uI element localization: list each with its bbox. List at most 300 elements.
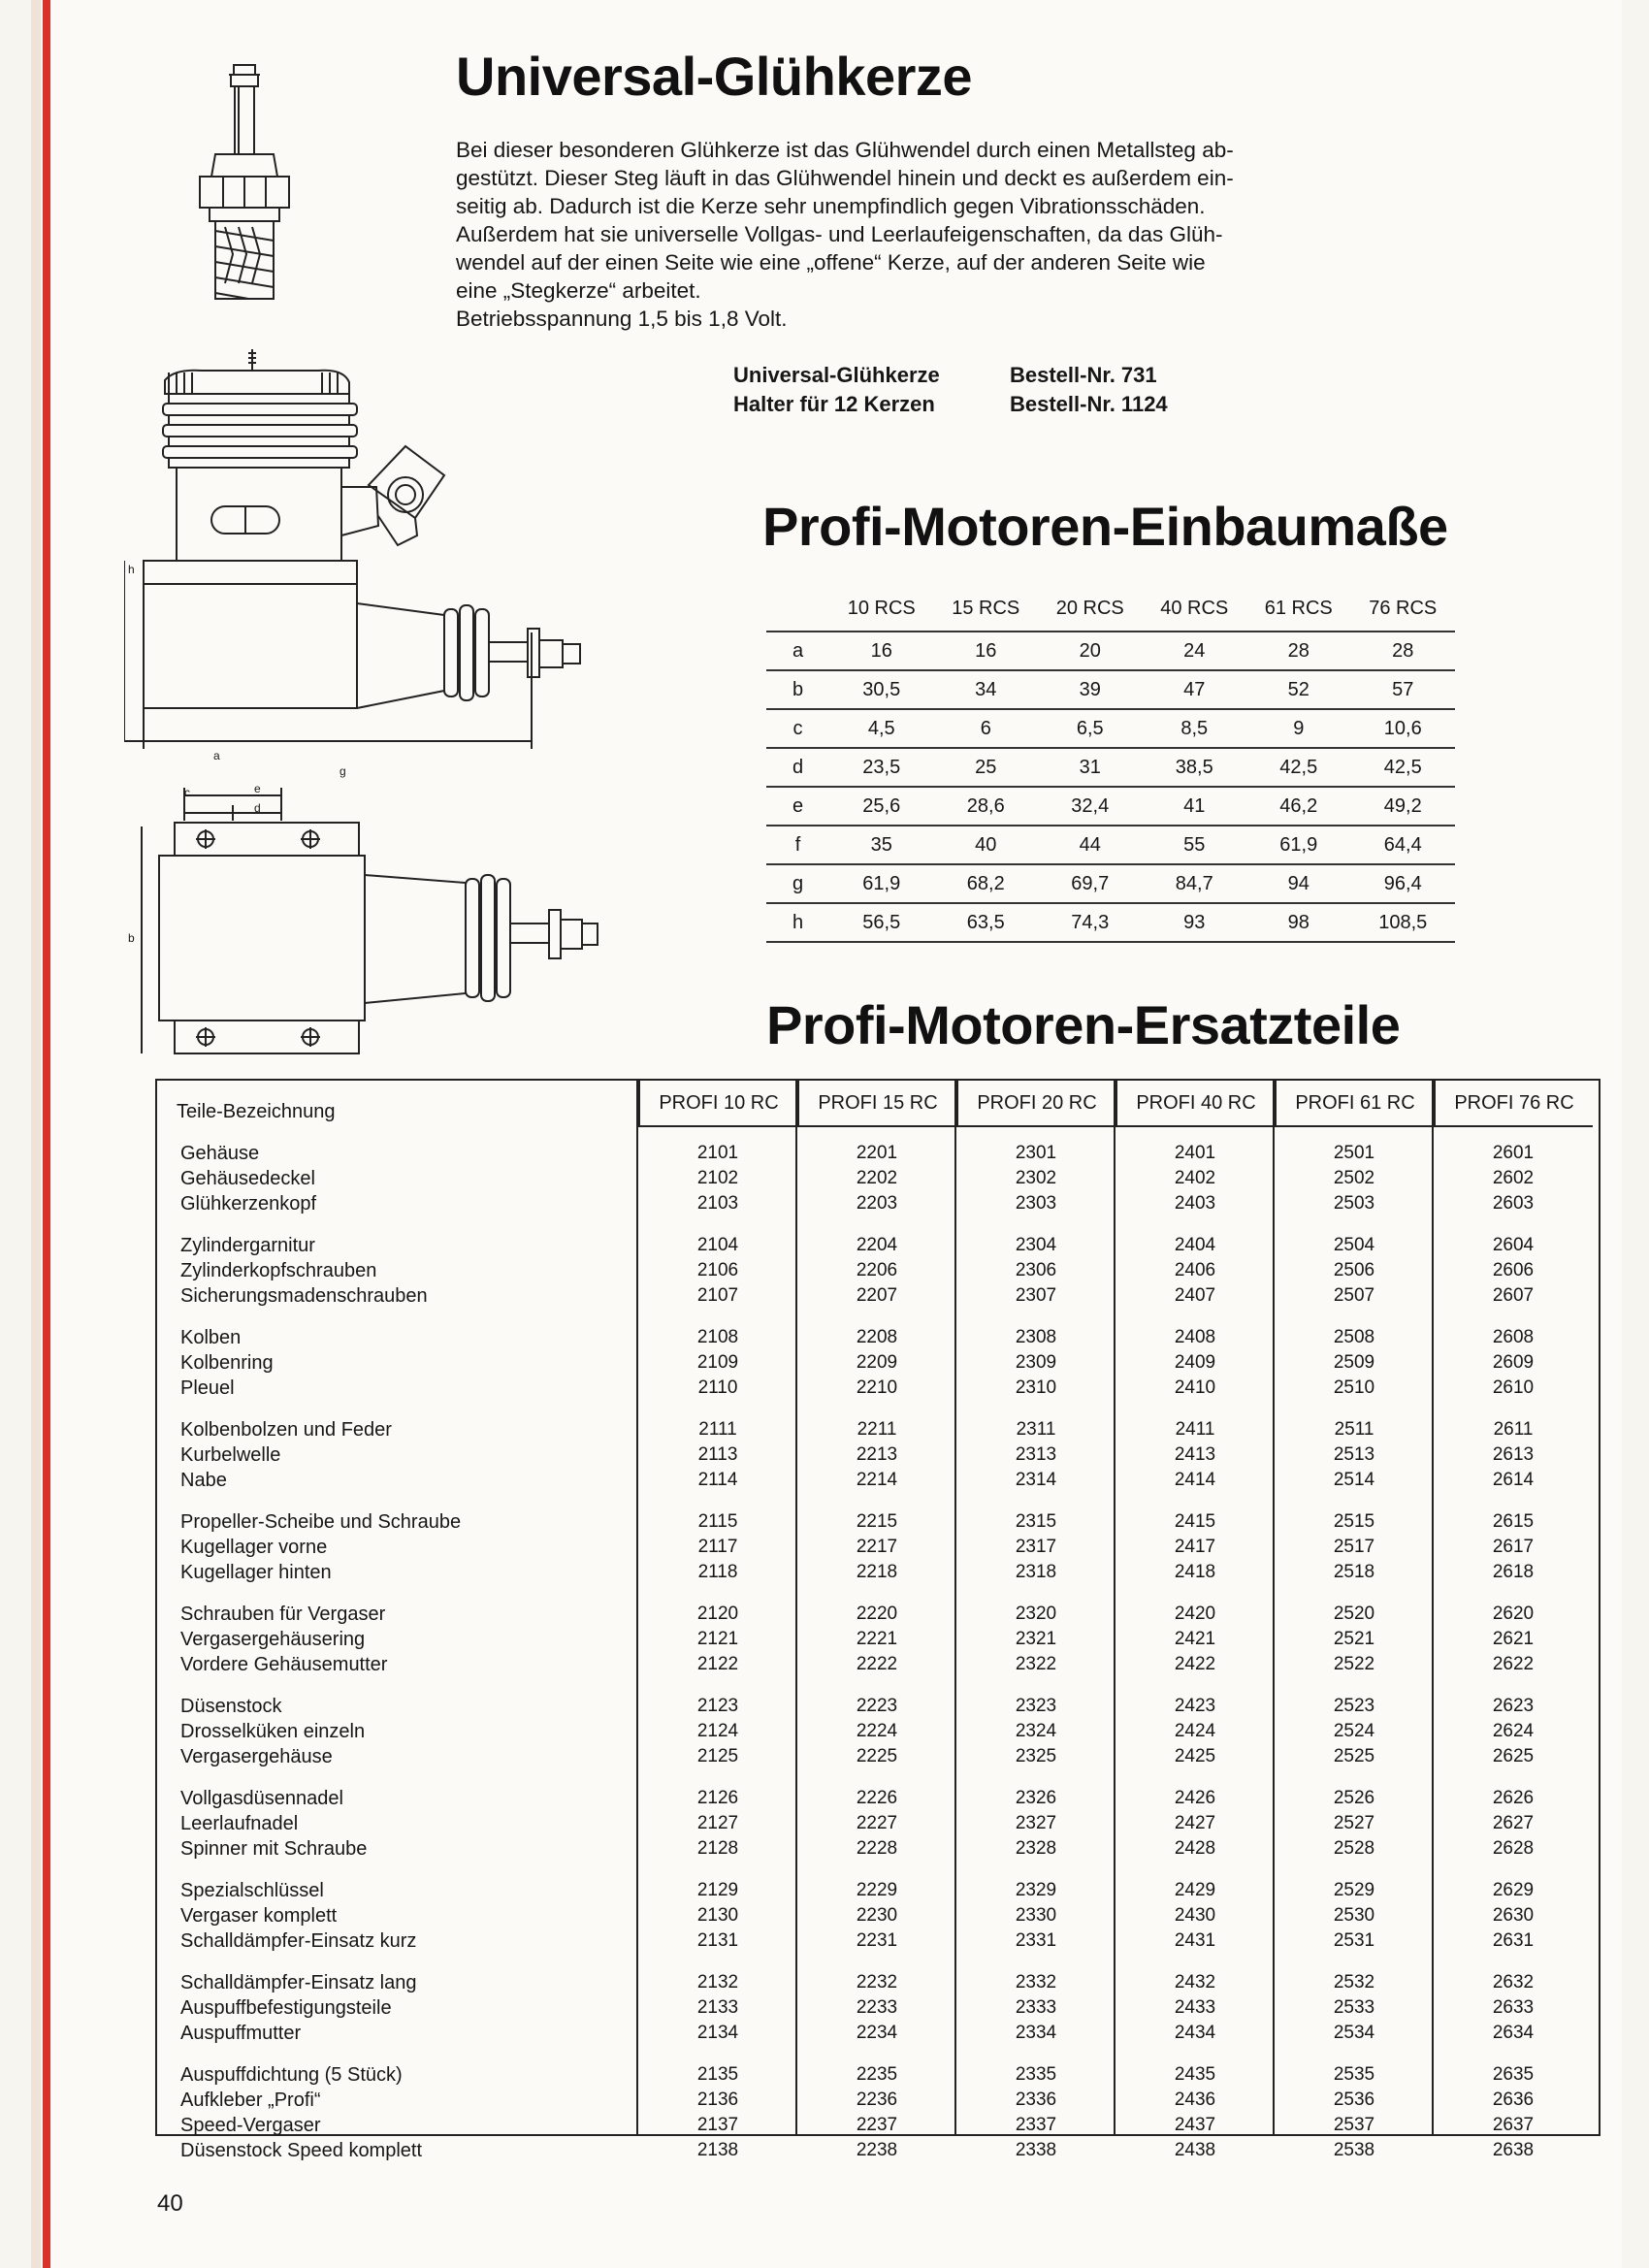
part-number: 2331 [1015, 1930, 1057, 1951]
part-number: 2607 [1492, 1285, 1535, 1306]
dimension-value: 20 [1038, 632, 1143, 670]
parts-group [157, 1325, 1599, 1401]
dimension-value: 35 [829, 826, 934, 864]
part-number: 2411 [1175, 1419, 1215, 1440]
part-number: 2614 [1492, 1470, 1535, 1490]
part-number: 2117 [697, 1537, 738, 1557]
part-number: 2128 [696, 1838, 739, 1859]
parts-group [157, 1602, 1599, 1677]
dimensions-col-header: 61 RCS [1246, 586, 1351, 632]
order-item-name: Universal-Glühkerze [733, 363, 940, 387]
part-number: 2601 [1492, 1143, 1535, 1163]
part-number-cell [1116, 1233, 1275, 1309]
part-number: 2208 [856, 1327, 898, 1347]
part-number: 2322 [1015, 1654, 1057, 1674]
part-number: 2118 [697, 1562, 738, 1582]
dimensions-row [766, 787, 1455, 826]
part-number-cell [1275, 2062, 1434, 2163]
part-number: 2603 [1492, 1193, 1535, 1214]
part-name: Vergasergehäuse [180, 1746, 333, 1767]
dimension-value: 94 [1246, 864, 1351, 903]
part-number: 2309 [1015, 1352, 1057, 1373]
part-number-cell [956, 1325, 1116, 1401]
dimension-value: 98 [1246, 903, 1351, 942]
part-number: 2417 [1174, 1537, 1216, 1557]
part-number: 2423 [1174, 1696, 1216, 1716]
part-number-cell [1434, 1786, 1593, 1862]
part-number: 2524 [1333, 1721, 1375, 1741]
dimension-value: 61,9 [1246, 826, 1351, 864]
part-number-cell [1116, 1878, 1275, 1954]
part-number: 2637 [1492, 2115, 1535, 2135]
part-number: 2636 [1492, 2090, 1535, 2110]
part-name: Spinner mit Schraube [180, 1838, 368, 1860]
part-number-cell [797, 1509, 956, 1585]
part-names [157, 1786, 638, 1862]
part-number: 2202 [856, 1168, 898, 1188]
order-row [733, 361, 1168, 390]
part-number: 2226 [856, 1788, 898, 1808]
part-number-cell [638, 1970, 797, 2046]
part-number: 2431 [1174, 1930, 1216, 1951]
part-number: 2404 [1174, 1235, 1216, 1255]
part-number: 2213 [856, 1444, 898, 1465]
part-number: 2106 [696, 1260, 739, 1280]
part-number-cell [1275, 1786, 1434, 1862]
part-number: 2125 [696, 1746, 739, 1766]
part-number: 2633 [1492, 1997, 1535, 2018]
part-number-cell [1116, 1694, 1275, 1769]
part-names [157, 1141, 638, 1216]
part-number: 2623 [1492, 1696, 1535, 1716]
part-number: 2233 [856, 1997, 898, 2018]
part-name: Düsenstock [180, 1696, 282, 1717]
part-number: 2609 [1492, 1352, 1535, 1373]
part-number: 2403 [1174, 1193, 1216, 1214]
part-number: 2120 [696, 1604, 739, 1624]
order-row [733, 390, 1168, 419]
part-number-cell [1116, 1786, 1275, 1862]
part-number: 2501 [1333, 1143, 1375, 1163]
page-gutter [31, 0, 41, 2268]
part-name: Vergaser komplett [180, 1905, 338, 1927]
part-number: 2308 [1015, 1327, 1057, 1347]
parts-group [157, 1786, 1599, 1862]
part-number: 2406 [1174, 1260, 1216, 1280]
part-number: 2234 [856, 2023, 898, 2043]
part-number: 2509 [1333, 1352, 1375, 1373]
red-binding-edge [43, 0, 50, 2268]
part-number: 2537 [1333, 2115, 1375, 2135]
part-number: 2434 [1174, 2023, 1216, 2043]
part-number-cell [956, 1878, 1116, 1954]
part-number: 2327 [1015, 1813, 1057, 1833]
dimensions-row [766, 709, 1455, 748]
part-number: 2215 [856, 1511, 898, 1532]
part-number: 2515 [1333, 1511, 1375, 1532]
part-number: 2325 [1015, 1746, 1057, 1766]
part-number-cell [638, 1233, 797, 1309]
part-number: 2336 [1015, 2090, 1057, 2110]
part-number: 2229 [856, 1880, 898, 1900]
dimension-label: d [766, 748, 829, 787]
dimension-value: 42,5 [1246, 748, 1351, 787]
dimensions-table [766, 586, 1455, 943]
part-number: 2310 [1015, 1377, 1057, 1398]
part-number: 2424 [1174, 1721, 1216, 1741]
part-number: 2122 [696, 1654, 739, 1674]
part-number: 2222 [856, 1654, 898, 1674]
part-names [157, 1878, 638, 1954]
part-number-cell [956, 1417, 1116, 1493]
dimensions-row [766, 826, 1455, 864]
part-number-cell [1434, 1417, 1593, 1493]
parts-group [157, 1970, 1599, 2046]
part-name: Pleuel [180, 1377, 235, 1399]
part-number: 2211 [857, 1419, 897, 1440]
part-number: 2302 [1015, 1168, 1057, 1188]
part-number: 2534 [1333, 2023, 1375, 2043]
part-number: 2335 [1015, 2064, 1057, 2085]
part-number-cell [1434, 1878, 1593, 1954]
part-number: 2415 [1174, 1511, 1216, 1532]
part-number: 2321 [1015, 1629, 1057, 1649]
part-number: 2111 [698, 1419, 737, 1440]
part-number: 2629 [1492, 1880, 1535, 1900]
part-number: 2615 [1492, 1511, 1535, 1532]
part-number: 2135 [696, 2064, 739, 2085]
dimension-label: f [766, 826, 829, 864]
part-number-cell [797, 1602, 956, 1677]
part-number: 2201 [856, 1143, 898, 1163]
part-number: 2214 [856, 1470, 898, 1490]
part-number: 2604 [1492, 1235, 1535, 1255]
part-number-cell [638, 1509, 797, 1585]
dimension-value: 55 [1143, 826, 1247, 864]
dimensions-row [766, 903, 1455, 942]
description-line: Außerdem hat sie universelle Vollgas- und Leerlaufeigenschaften, da das Glüh- [456, 222, 1223, 246]
part-number-cell [1116, 1325, 1275, 1401]
part-number: 2132 [696, 1972, 739, 1993]
part-number: 2627 [1492, 1813, 1535, 1833]
dimension-value: 42,5 [1351, 748, 1456, 787]
part-number: 2511 [1334, 1419, 1374, 1440]
part-number: 2101 [696, 1143, 739, 1163]
part-number: 2102 [696, 1168, 739, 1188]
part-number: 2626 [1492, 1788, 1535, 1808]
parts-group [157, 1417, 1599, 1493]
part-number: 2528 [1333, 1838, 1375, 1859]
part-name: Nabe [180, 1470, 227, 1491]
part-number: 2131 [696, 1930, 739, 1951]
part-number: 2532 [1333, 1972, 1375, 1993]
part-number: 2407 [1174, 1285, 1216, 1306]
part-number: 2318 [1015, 1562, 1057, 1582]
part-number: 2323 [1015, 1696, 1057, 1716]
part-name: Zylinderkopfschrauben [180, 1260, 377, 1281]
part-names [157, 1233, 638, 1309]
part-number: 2237 [856, 2115, 898, 2135]
part-number: 2231 [856, 1930, 898, 1951]
dim-label-a: a [213, 749, 220, 762]
part-number-cell [1434, 1509, 1593, 1585]
part-number-cell [1434, 1325, 1593, 1401]
part-number: 2138 [696, 2140, 739, 2160]
part-number: 2430 [1174, 1905, 1216, 1926]
description-line: gestützt. Dieser Steg läuft in das Glühwendel hinein und deckt es außerdem ein- [456, 166, 1234, 190]
part-name: Schrauben für Vergaser [180, 1604, 386, 1625]
part-number-cell [956, 1233, 1116, 1309]
part-number: 2506 [1333, 1260, 1375, 1280]
part-number: 2134 [696, 2023, 739, 2043]
part-number: 2313 [1015, 1444, 1057, 1465]
part-number: 2533 [1333, 1997, 1375, 2018]
parts-table [155, 1079, 1600, 2161]
part-number: 2625 [1492, 1746, 1535, 1766]
part-number: 2207 [856, 1285, 898, 1306]
dimensions-row [766, 748, 1455, 787]
part-number: 2507 [1333, 1285, 1375, 1306]
dimensions-row [766, 864, 1455, 903]
dimension-label: c [766, 709, 829, 748]
part-number: 2218 [856, 1562, 898, 1582]
part-number: 2137 [696, 2115, 739, 2135]
part-number: 2437 [1174, 2115, 1216, 2135]
part-name: Gehäuse [180, 1143, 260, 1164]
part-name: Kugellager vorne [180, 1537, 328, 1558]
part-number-cell [1434, 1602, 1593, 1677]
part-number: 2107 [696, 1285, 739, 1306]
dimension-value: 64,4 [1351, 826, 1456, 864]
part-number: 2221 [856, 1629, 898, 1649]
part-number: 2438 [1174, 2140, 1216, 2160]
part-number: 2328 [1015, 1838, 1057, 1859]
part-number-cell [1116, 1141, 1275, 1216]
dimension-label: e [766, 787, 829, 826]
part-number: 2635 [1492, 2064, 1535, 2085]
description-line: Bei dieser besonderen Glühkerze ist das Glühwendel durch einen Metallsteg ab- [456, 138, 1234, 162]
part-name: Propeller-Scheibe und Schraube [180, 1511, 462, 1533]
dimension-value: 31 [1038, 748, 1143, 787]
part-number: 2523 [1333, 1696, 1375, 1716]
part-number: 2621 [1492, 1629, 1535, 1649]
part-number-cell [1275, 1694, 1434, 1769]
glow-plug-title: Universal-Glühkerze [456, 46, 973, 107]
part-number: 2608 [1492, 1327, 1535, 1347]
part-number-cell [1434, 1233, 1593, 1309]
part-name: Schalldämpfer-Einsatz lang [180, 1972, 417, 1993]
part-name: Zylindergarnitur [180, 1235, 315, 1256]
part-number-cell [1116, 1970, 1275, 2046]
part-number: 2129 [696, 1880, 739, 1900]
part-number-cell [1275, 1878, 1434, 1954]
part-number-cell [956, 1141, 1116, 1216]
part-number: 2235 [856, 2064, 898, 2085]
part-number: 2130 [696, 1905, 739, 1926]
part-name: Schalldämpfer-Einsatz kurz [180, 1930, 417, 1952]
part-number: 2631 [1492, 1930, 1535, 1951]
part-number: 2618 [1492, 1562, 1535, 1582]
part-number: 2531 [1333, 1930, 1375, 1951]
parts-name-header: Teile-Bezeichnung [177, 1100, 336, 1122]
part-number: 2520 [1333, 1604, 1375, 1624]
part-number: 2109 [696, 1352, 739, 1373]
part-number: 2409 [1174, 1352, 1216, 1373]
part-number-cell [638, 1417, 797, 1493]
part-number: 2410 [1174, 1377, 1216, 1398]
part-number-cell [956, 1694, 1116, 1769]
part-number: 2236 [856, 2090, 898, 2110]
order-numbers [733, 361, 1168, 419]
order-item-name: Halter für 12 Kerzen [733, 392, 935, 416]
part-number-cell [1116, 1602, 1275, 1677]
dim-label-e: e [254, 782, 261, 795]
part-number: 2307 [1015, 1285, 1057, 1306]
dimension-value: 52 [1246, 670, 1351, 709]
part-number: 2622 [1492, 1654, 1535, 1674]
part-number-cell [956, 1602, 1116, 1677]
part-number-cell [797, 1694, 956, 1769]
dimension-value: 28 [1246, 632, 1351, 670]
part-number: 2628 [1492, 1838, 1535, 1859]
part-number-cell [956, 1970, 1116, 2046]
part-number: 2224 [856, 1721, 898, 1741]
part-number: 2110 [697, 1377, 738, 1398]
dimension-value: 30,5 [829, 670, 934, 709]
part-number: 2536 [1333, 2090, 1375, 2110]
part-number: 2402 [1174, 1168, 1216, 1188]
description-line: eine „Stegkerze“ arbeitet. [456, 278, 701, 303]
part-number-cell [956, 1786, 1116, 1862]
dim-label-c: c [184, 786, 190, 799]
part-number-cell [797, 2062, 956, 2163]
parts-model-header: PROFI 20 RC [956, 1081, 1116, 1127]
part-number-cell [638, 1141, 797, 1216]
part-name: Vollgasdüsennadel [180, 1788, 343, 1809]
part-name: Drosselküken einzeln [180, 1721, 366, 1742]
part-number: 2230 [856, 1905, 898, 1926]
part-names [157, 2062, 638, 2163]
parts-model-header: PROFI 15 RC [797, 1081, 956, 1127]
dimension-value: 39 [1038, 670, 1143, 709]
dimensions-col-header: 40 RCS [1143, 586, 1247, 632]
dim-label-b: b [128, 931, 135, 945]
part-number: 2220 [856, 1604, 898, 1624]
part-number: 2238 [856, 2140, 898, 2160]
part-number: 2315 [1015, 1511, 1057, 1532]
dimension-label: g [766, 864, 829, 903]
dimension-value: 41 [1143, 787, 1247, 826]
part-number: 2529 [1333, 1880, 1375, 1900]
part-name: Sicherungsmadenschrauben [180, 1285, 428, 1307]
part-name: Vordere Gehäusemutter [180, 1654, 388, 1675]
part-number-cell [797, 1325, 956, 1401]
dimensions-title: Profi-Motoren-Einbaumaße [762, 496, 1448, 557]
parts-model-header: PROFI 76 RC [1434, 1081, 1593, 1127]
part-number-cell [797, 1878, 956, 1954]
description-line: seitig ab. Dadurch ist die Kerze sehr unempfindlich gegen Vibrationsschäden. [456, 194, 1206, 218]
part-number-cell [956, 1509, 1116, 1585]
part-number: 2513 [1333, 1444, 1375, 1465]
part-number: 2414 [1174, 1470, 1216, 1490]
dimension-value: 4,5 [829, 709, 934, 748]
part-name: Speed-Vergaser [180, 2115, 321, 2136]
part-number: 2408 [1174, 1327, 1216, 1347]
part-number: 2427 [1174, 1813, 1216, 1833]
part-names [157, 1694, 638, 1769]
part-number: 2204 [856, 1235, 898, 1255]
dimension-value: 57 [1351, 670, 1456, 709]
part-number: 2326 [1015, 1788, 1057, 1808]
dimension-value: 6,5 [1038, 709, 1143, 748]
dimensions-body [766, 632, 1455, 942]
part-number: 2611 [1493, 1419, 1534, 1440]
part-number: 2127 [696, 1813, 739, 1833]
part-number-cell [638, 1786, 797, 1862]
part-number: 2108 [696, 1327, 739, 1347]
parts-body [157, 1141, 1599, 2180]
part-number-cell [797, 1417, 956, 1493]
part-number: 2435 [1174, 2064, 1216, 2085]
part-number: 2311 [1016, 1419, 1056, 1440]
part-number: 2420 [1174, 1604, 1216, 1624]
part-number: 2613 [1492, 1444, 1535, 1465]
dimension-value: 49,2 [1351, 787, 1456, 826]
parts-group [157, 1233, 1599, 1309]
part-number: 2306 [1015, 1260, 1057, 1280]
part-name: Auspuffdichtung (5 Stück) [180, 2064, 403, 2086]
part-number: 2538 [1333, 2140, 1375, 2160]
dimension-value: 96,4 [1351, 864, 1456, 903]
part-name: Auspuffbefestigungsteile [180, 1997, 392, 2019]
part-name: Auspuffmutter [180, 2023, 302, 2044]
part-number: 2514 [1333, 1470, 1375, 1490]
dimension-value: 24 [1143, 632, 1247, 670]
dim-label-h: h [128, 563, 135, 576]
dimension-value: 108,5 [1351, 903, 1456, 942]
part-number: 2123 [696, 1696, 739, 1716]
part-number-cell [1275, 1325, 1434, 1401]
dimension-value: 69,7 [1038, 864, 1143, 903]
part-number-cell [1116, 1509, 1275, 1585]
part-number-cell [638, 2062, 797, 2163]
part-name: Kolbenring [180, 1352, 274, 1374]
part-number: 2522 [1333, 1654, 1375, 1674]
part-number: 2320 [1015, 1604, 1057, 1624]
part-name: Kugellager hinten [180, 1562, 332, 1583]
part-name: Gehäusedeckel [180, 1168, 315, 1189]
parts-model-header: PROFI 40 RC [1116, 1081, 1275, 1127]
part-number: 2223 [856, 1696, 898, 1716]
part-number-cell [1116, 2062, 1275, 2163]
part-number: 2124 [696, 1721, 739, 1741]
part-number: 2206 [856, 1260, 898, 1280]
dimension-value: 61,9 [829, 864, 934, 903]
part-number-cell [1434, 2062, 1593, 2163]
part-number-cell [1275, 1417, 1434, 1493]
part-number: 2333 [1015, 1997, 1057, 2018]
parts-title: Profi-Motoren-Ersatzteile [766, 994, 1401, 1055]
part-number: 2638 [1492, 2140, 1535, 2160]
part-number-cell [1116, 1417, 1275, 1493]
part-number: 2503 [1333, 1193, 1375, 1214]
part-name: Vergasergehäusering [180, 1629, 366, 1650]
dimension-value: 56,5 [829, 903, 934, 942]
show-through-ghost [136, 58, 151, 123]
part-number: 2115 [697, 1511, 738, 1532]
part-number: 2504 [1333, 1235, 1375, 1255]
part-name: Kolbenbolzen und Feder [180, 1419, 392, 1441]
